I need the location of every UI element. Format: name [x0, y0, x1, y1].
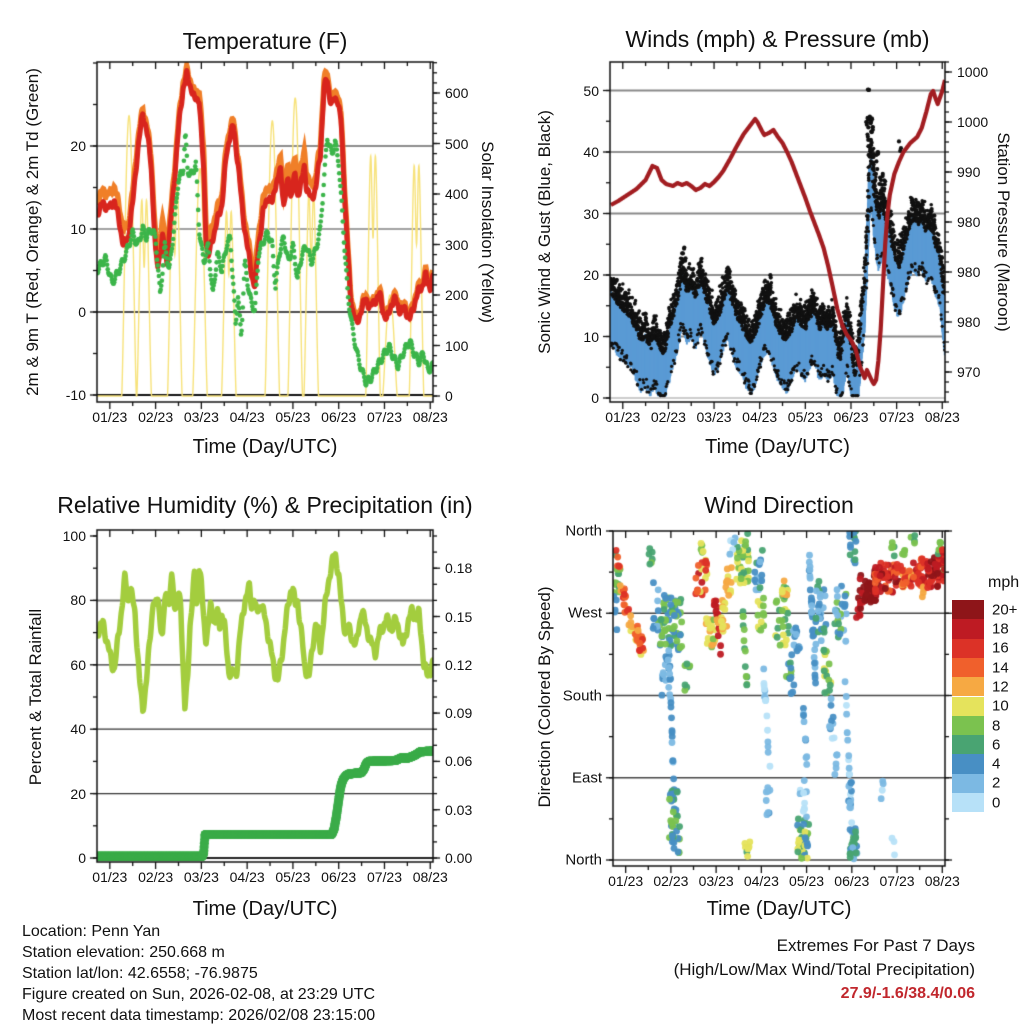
x-tick-winds: 04/23	[742, 409, 778, 425]
xlabel-rh: Time (Day/UTC)	[192, 898, 338, 920]
x-tick-winds: 02/23	[650, 409, 686, 425]
chart-title-winds-pressure: Winds (mph) & Pressure (mb)	[625, 26, 930, 52]
x-tick-wind-direction: 06/23	[834, 873, 870, 889]
colorbar-label: 14	[992, 659, 1009, 677]
y-tick-winds: 0	[591, 390, 599, 406]
y-tick-rh: 60	[70, 656, 86, 673]
station-elevation: Station elevation: 250.668 m	[22, 944, 225, 961]
y-tick-rh: 100	[62, 528, 86, 544]
y-tick-pressure: 980	[957, 214, 981, 230]
y-tick-direction: North	[565, 851, 602, 869]
ylabel-wind-direction: Direction (Colored By Speed)	[535, 586, 554, 808]
x-tick-winds: 03/23	[696, 409, 732, 425]
y-tick-temperature: 10	[70, 221, 86, 237]
chart-title-wind-direction: Wind Direction	[704, 492, 854, 518]
x-tick-rh: 05/23	[275, 869, 311, 885]
station-location: Location: Penn Yan	[22, 923, 161, 940]
y-tick-pressure: 990	[957, 164, 981, 180]
chart-title-temperature: Temperature (F)	[182, 28, 348, 54]
y-tick-solar: 300	[445, 236, 469, 253]
x-tick-wind-direction: 07/23	[879, 873, 915, 889]
x-tick-wind-direction: 01/23	[608, 873, 644, 889]
x-tick-temperature: 04/23	[229, 409, 265, 425]
y-tick-precip: 0.15	[445, 608, 473, 625]
ylabel-solar-insolation: Solar Insolation (Yellow)	[478, 141, 497, 323]
y-tick-precip: 0.03	[445, 801, 473, 818]
colorbar-swatch	[952, 716, 984, 735]
x-tick-temperature: 03/23	[183, 409, 219, 425]
xlabel-temperature: Time (Day/UTC)	[192, 436, 338, 458]
y-tick-direction: North	[565, 522, 602, 540]
x-tick-wind-direction: 03/23	[698, 873, 734, 889]
x-tick-rh: 07/23	[366, 869, 402, 885]
colorbar-swatch	[952, 619, 984, 638]
colorbar-swatch	[952, 658, 984, 677]
y-tick-winds: 10	[583, 328, 599, 345]
colorbar-label: 18	[992, 620, 1009, 638]
colorbar-title: mph	[988, 574, 1020, 591]
y-tick-rh: 20	[70, 785, 86, 802]
extremes-subtitle: (High/Low/Max Wind/Total Precipitation)	[673, 960, 975, 979]
colorbar-swatch	[952, 774, 984, 793]
x-tick-winds: 07/23	[879, 409, 915, 425]
y-tick-rh: 0	[78, 850, 86, 866]
y-tick-pressure: 1000	[957, 64, 989, 80]
y-tick-solar: 200	[445, 287, 469, 303]
x-tick-wind-direction: 05/23	[789, 873, 825, 889]
extremes-title: Extremes For Past 7 Days	[776, 936, 975, 955]
extremes-block	[560, 934, 975, 1006]
ylabel-wind-gust: Sonic Wind & Gust (Blue, Black)	[535, 110, 554, 354]
x-tick-winds: 01/23	[605, 409, 641, 425]
ylabel-percent-rainfall: Percent & Total Rainfall	[26, 608, 45, 786]
x-tick-winds: 06/23	[833, 409, 869, 425]
colorbar-label: 20+	[992, 601, 1018, 619]
y-tick-pressure: 970	[957, 364, 981, 380]
y-tick-pressure: 980	[957, 314, 981, 330]
y-tick-winds: 50	[583, 82, 599, 99]
colorbar-swatch	[952, 754, 984, 773]
colorbar-label: 6	[992, 736, 1001, 754]
ylabel-temperature: 2m & 9m T (Red, Orange) & 2m Td (Green)	[23, 68, 42, 396]
colorbar-swatch	[952, 600, 984, 619]
y-tick-solar: 600	[445, 85, 469, 101]
y-tick-pressure: 1000	[957, 114, 989, 130]
colorbar-label: 10	[992, 697, 1009, 715]
x-tick-wind-direction: 02/23	[653, 873, 689, 889]
x-tick-temperature: 08/23	[412, 409, 448, 425]
y-tick-direction: South	[562, 687, 602, 704]
x-tick-rh: 02/23	[138, 869, 174, 885]
x-tick-rh: 03/23	[183, 869, 219, 885]
y-tick-precip: 0.18	[445, 560, 473, 577]
x-tick-temperature: 07/23	[366, 409, 402, 425]
y-tick-winds: 40	[583, 144, 599, 160]
y-tick-pressure: 980	[957, 264, 981, 280]
colorbar-swatch	[952, 639, 984, 658]
x-tick-rh: 01/23	[92, 869, 128, 885]
x-tick-rh: 04/23	[229, 869, 265, 885]
y-tick-direction: East	[571, 769, 602, 787]
y-tick-rh: 40	[70, 721, 86, 738]
ylabel-station-pressure: Station Pressure (Maroon)	[994, 132, 1013, 332]
xlabel-winds: Time (Day/UTC)	[705, 436, 850, 458]
colorbar-label: 12	[992, 678, 1009, 696]
y-tick-temperature: -10	[65, 387, 86, 403]
x-tick-rh: 06/23	[321, 869, 357, 885]
y-tick-direction: West	[568, 604, 602, 622]
data-timestamp: Most recent data timestamp: 2026/02/08 23:15:00	[22, 1007, 376, 1024]
chart-title-rh-precip: Relative Humidity (%) & Precipitation (in)	[57, 492, 473, 518]
x-tick-temperature: 02/23	[138, 409, 174, 425]
station-latlon: Station lat/lon: 42.6558; -76.9875	[22, 965, 258, 982]
x-tick-temperature: 06/23	[321, 409, 357, 425]
y-tick-precip: 0.06	[445, 753, 473, 770]
colorbar-label: 4	[992, 755, 1001, 773]
colorbar-swatch	[952, 735, 984, 754]
y-tick-precip: 0.00	[445, 850, 473, 866]
y-tick-precip: 0.09	[445, 705, 473, 722]
xlabel-wind-direction: Time (Day/UTC)	[706, 898, 852, 920]
y-tick-temperature: 20	[70, 138, 86, 154]
x-tick-rh: 08/23	[412, 869, 448, 885]
colorbar-label: 8	[992, 717, 1001, 734]
y-tick-rh: 80	[70, 592, 86, 609]
figure-created: Figure created on Sun, 2026-02-08, at 23:29 UTC	[22, 986, 376, 1003]
y-tick-temperature: 0	[78, 304, 86, 320]
colorbar-swatch	[952, 793, 984, 812]
y-tick-solar: 500	[445, 135, 469, 152]
y-tick-solar: 100	[445, 337, 469, 354]
colorbar-label: 0	[992, 794, 1001, 812]
x-tick-winds: 08/23	[924, 409, 960, 425]
colorbar-label: 16	[992, 639, 1009, 657]
x-tick-winds: 05/23	[787, 409, 823, 425]
colorbar-swatch	[952, 677, 984, 696]
y-tick-solar: 0	[445, 388, 453, 404]
y-tick-precip: 0.12	[445, 656, 473, 673]
x-tick-wind-direction: 04/23	[743, 873, 779, 889]
x-tick-wind-direction: 08/23	[924, 873, 960, 889]
y-tick-winds: 30	[583, 205, 599, 222]
x-tick-temperature: 01/23	[92, 409, 128, 425]
extremes-values: 27.9/-1.6/38.4/0.06	[840, 985, 975, 1002]
colorbar-label: 2	[992, 774, 1001, 792]
station-info	[22, 921, 375, 1024]
y-tick-winds: 20	[583, 267, 599, 283]
colorbar-swatch	[952, 697, 984, 716]
y-tick-solar: 400	[445, 186, 469, 202]
x-tick-temperature: 05/23	[275, 409, 311, 425]
